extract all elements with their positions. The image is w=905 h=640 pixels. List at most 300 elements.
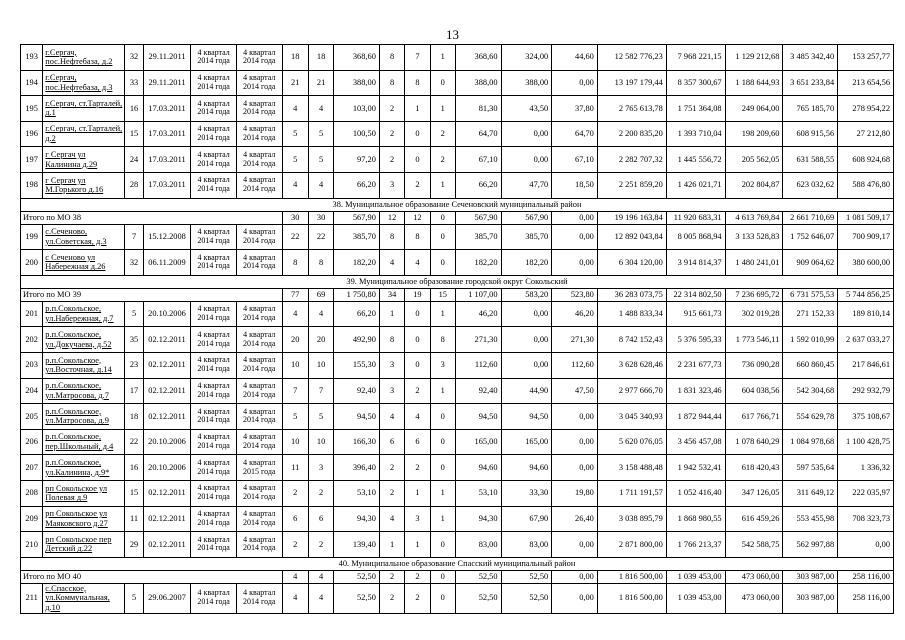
date-cell: 02.12.2011 xyxy=(143,532,191,558)
table-row xyxy=(21,172,894,198)
value-cell: 53,10 xyxy=(334,480,380,506)
total-value: 1 039 453,00 xyxy=(666,570,725,583)
value-cell: 660 860,45 xyxy=(783,352,838,378)
value-cell: 0,00 xyxy=(501,301,552,327)
value-cell: 222 035,97 xyxy=(838,480,894,506)
value-cell: 542 588,75 xyxy=(725,532,783,558)
value-cell: 375 108,67 xyxy=(838,404,894,430)
value-cell: 22 xyxy=(282,224,308,250)
value-cell: 10 xyxy=(282,352,308,378)
address-cell: р.п.Сокольское, ул.Матросова, д.7 xyxy=(43,378,125,404)
value-cell: 52,50 xyxy=(334,583,380,613)
value-cell: 0,00 xyxy=(838,532,894,558)
value-cell: 1 078 640,29 xyxy=(725,429,783,455)
address-cell: р.п.Сокольское, ул.Восточная, д.14 xyxy=(43,352,125,378)
value-cell: 2 xyxy=(405,455,430,481)
value-cell: 765 185,70 xyxy=(783,96,838,122)
value-cell: 631 588,55 xyxy=(783,147,838,173)
value-cell: 5 xyxy=(282,121,308,147)
table-row xyxy=(21,480,894,506)
value-cell: 7 xyxy=(405,45,430,71)
total-value: 473 060,00 xyxy=(725,570,783,583)
value-cell: 165,00 xyxy=(455,429,501,455)
value-cell: 83,00 xyxy=(455,532,501,558)
address-cell: р.п.Сокольское, ул.Набережная, д.7 xyxy=(43,301,125,327)
quarter-cell: 4 квартал 2014 года xyxy=(236,532,282,558)
total-label: Итого по МО 40 xyxy=(21,570,283,583)
address-cell: г.Сергач, пос.Нефтебаза, д.2 xyxy=(43,45,125,71)
value-cell: 5 xyxy=(308,404,333,430)
value-cell: 44,60 xyxy=(552,45,598,71)
quarter-cell: 4 квартал 2014 года xyxy=(191,96,237,122)
section-title: 40. Муниципальное образование Спасский муниципальный район xyxy=(21,557,894,570)
value-cell: 21 xyxy=(308,70,333,96)
number-cell: 32 xyxy=(125,250,143,276)
value-cell: 271,30 xyxy=(552,327,598,353)
value-cell: 112,60 xyxy=(552,352,598,378)
value-cell: 292 932,79 xyxy=(838,378,894,404)
total-value: 567,90 xyxy=(334,211,380,224)
value-cell: 1 xyxy=(405,480,430,506)
value-cell: 1 xyxy=(430,378,455,404)
quarter-cell: 4 квартал 2014 года xyxy=(236,147,282,173)
value-cell: 4 xyxy=(308,583,333,613)
quarter-cell: 4 квартал 2014 года xyxy=(236,327,282,353)
value-cell: 2 871 800,00 xyxy=(597,532,666,558)
value-cell: 3 651 233,84 xyxy=(783,70,838,96)
value-cell: 66,20 xyxy=(334,172,380,198)
value-cell: 53,10 xyxy=(455,480,501,506)
value-cell: 0,00 xyxy=(552,532,598,558)
row-number: 199 xyxy=(21,224,43,250)
value-cell: 3 xyxy=(308,455,333,481)
value-cell: 385,70 xyxy=(455,224,501,250)
row-number: 211 xyxy=(21,583,43,613)
address-cell: р.п.Сокольское, ул.Матросова, д.9 xyxy=(43,404,125,430)
value-cell: 8 xyxy=(379,45,404,71)
value-cell: 473 060,00 xyxy=(725,583,783,613)
date-cell: 17.03.2011 xyxy=(143,121,191,147)
section-header-row xyxy=(21,198,894,211)
value-cell: 52,50 xyxy=(455,583,501,613)
value-cell: 608 924,68 xyxy=(838,147,894,173)
value-cell: 0,00 xyxy=(552,455,598,481)
value-cell: 3 xyxy=(405,506,430,532)
quarter-cell: 4 квартал 2014 года xyxy=(236,301,282,327)
total-value: 19 xyxy=(405,288,430,301)
quarter-cell: 4 квартал 2014 года xyxy=(236,224,282,250)
value-cell: 1 084 978,68 xyxy=(783,429,838,455)
value-cell: 8 357 300,67 xyxy=(666,70,725,96)
value-cell: 8 xyxy=(379,327,404,353)
address-cell: г Сергач ул М.Горького д.16 xyxy=(43,172,125,198)
value-cell: 165,00 xyxy=(501,429,552,455)
value-cell: 271,30 xyxy=(455,327,501,353)
value-cell: 4 xyxy=(379,506,404,532)
total-value: 2 661 710,69 xyxy=(783,211,838,224)
row-number: 197 xyxy=(21,147,43,173)
section-title: 39. Муниципальное образование городской округ Сокольский xyxy=(21,275,894,288)
value-cell: 64,70 xyxy=(455,121,501,147)
value-cell: 66,20 xyxy=(455,172,501,198)
value-cell: 1 816 500,00 xyxy=(597,583,666,613)
row-number: 208 xyxy=(21,480,43,506)
value-cell: 2 xyxy=(430,147,455,173)
value-cell: 0,00 xyxy=(552,429,598,455)
section-header-row xyxy=(21,275,894,288)
value-cell: 1 xyxy=(405,532,430,558)
date-cell: 29.06.2007 xyxy=(143,583,191,613)
row-number: 202 xyxy=(21,327,43,353)
value-cell: 94,30 xyxy=(334,506,380,532)
number-cell: 5 xyxy=(125,301,143,327)
value-cell: 52,50 xyxy=(501,583,552,613)
value-cell: 0 xyxy=(405,147,430,173)
value-cell: 3 133 528,83 xyxy=(725,224,783,250)
value-cell: 21 xyxy=(282,70,308,96)
address-cell: г.Сергач, ст.Тарталей, д.1 xyxy=(43,96,125,122)
value-cell: 708 323,73 xyxy=(838,506,894,532)
total-value: 0 xyxy=(430,570,455,583)
total-value: 34 xyxy=(379,288,404,301)
value-cell: 7 968 221,15 xyxy=(666,45,725,71)
value-cell: 2 251 859,20 xyxy=(597,172,666,198)
value-cell: 0 xyxy=(430,404,455,430)
value-cell: 3 485 342,40 xyxy=(783,45,838,71)
total-label: Итого по МО 39 xyxy=(21,288,283,301)
value-cell: 1 xyxy=(405,96,430,122)
value-cell: 47,50 xyxy=(552,378,598,404)
address-cell: с.Спасское, ул.Коммунальная, д.10 xyxy=(43,583,125,613)
table-row xyxy=(21,70,894,96)
total-value: 583,20 xyxy=(501,288,552,301)
total-value: 1 816 500,00 xyxy=(597,570,666,583)
value-cell: 5 xyxy=(282,404,308,430)
value-cell: 2 xyxy=(379,480,404,506)
value-cell: 182,20 xyxy=(334,250,380,276)
table-row xyxy=(21,352,894,378)
quarter-cell: 4 квартал 2014 года xyxy=(191,480,237,506)
value-cell: 1 592 010,99 xyxy=(783,327,838,353)
value-cell: 5 xyxy=(282,147,308,173)
page-number: 13 xyxy=(446,27,459,42)
address-cell: г.Сергач, пос.Нефтебаза, д.3 xyxy=(43,70,125,96)
total-value: 0,00 xyxy=(552,570,598,583)
number-cell: 22 xyxy=(125,429,143,455)
quarter-cell: 4 квартал 2014 года xyxy=(191,404,237,430)
quarter-cell: 4 квартал 2014 года xyxy=(236,429,282,455)
value-cell: 94,50 xyxy=(334,404,380,430)
value-cell: 2 765 613,78 xyxy=(597,96,666,122)
row-number: 194 xyxy=(21,70,43,96)
total-value: 11 920 683,31 xyxy=(666,211,725,224)
value-cell: 542 304,68 xyxy=(783,378,838,404)
total-value: 12 xyxy=(379,211,404,224)
value-cell: 1 129 212,68 xyxy=(725,45,783,71)
quarter-cell: 4 квартал 2014 года xyxy=(236,506,282,532)
value-cell: 2 977 666,70 xyxy=(597,378,666,404)
value-cell: 1 773 546,11 xyxy=(725,327,783,353)
value-cell: 0,00 xyxy=(501,121,552,147)
total-value: 77 xyxy=(282,288,308,301)
table-row xyxy=(21,45,894,71)
value-cell: 4 xyxy=(379,404,404,430)
value-cell: 388,00 xyxy=(334,70,380,96)
quarter-cell: 4 квартал 2014 года xyxy=(236,378,282,404)
value-cell: 8 742 152,43 xyxy=(597,327,666,353)
value-cell: 3 xyxy=(379,378,404,404)
quarter-cell: 4 квартал 2014 года xyxy=(191,532,237,558)
value-cell: 0 xyxy=(430,429,455,455)
value-cell: 3 xyxy=(379,172,404,198)
total-value: 2 xyxy=(379,570,404,583)
value-cell: 396,40 xyxy=(334,455,380,481)
value-cell: 1 488 833,34 xyxy=(597,301,666,327)
value-cell: 1 711 191,57 xyxy=(597,480,666,506)
value-cell: 278 954,22 xyxy=(838,96,894,122)
table-row xyxy=(21,250,894,276)
value-cell: 67,10 xyxy=(552,147,598,173)
value-cell: 0,00 xyxy=(501,147,552,173)
total-value: 52,50 xyxy=(334,570,380,583)
value-cell: 2 200 835,20 xyxy=(597,121,666,147)
value-cell: 10 xyxy=(308,429,333,455)
number-cell: 16 xyxy=(125,455,143,481)
quarter-cell: 4 квартал 2014 года xyxy=(236,250,282,276)
value-cell: 5 620 076,05 xyxy=(597,429,666,455)
value-cell: 94,60 xyxy=(501,455,552,481)
address-cell: г.Сергач, ст.Тарталей, д.2 xyxy=(43,121,125,147)
value-cell: 3 xyxy=(379,352,404,378)
value-cell: 0,00 xyxy=(501,327,552,353)
value-cell: 139,40 xyxy=(334,532,380,558)
value-cell: 8 xyxy=(379,70,404,96)
value-cell: 8 xyxy=(282,250,308,276)
value-cell: 1 xyxy=(430,480,455,506)
total-row xyxy=(21,570,894,583)
quarter-cell: 4 квартал 2014 года xyxy=(191,327,237,353)
value-cell: 347 126,05 xyxy=(725,480,783,506)
value-cell: 112,60 xyxy=(455,352,501,378)
value-cell: 1 831 323,46 xyxy=(666,378,725,404)
value-cell: 3 045 340,93 xyxy=(597,404,666,430)
value-cell: 22 xyxy=(308,224,333,250)
value-cell: 92,40 xyxy=(455,378,501,404)
value-cell: 1 868 980,55 xyxy=(666,506,725,532)
value-cell: 4 xyxy=(405,404,430,430)
total-value: 567,90 xyxy=(501,211,552,224)
date-cell: 17.03.2011 xyxy=(143,96,191,122)
quarter-cell: 4 квартал 2014 года xyxy=(191,147,237,173)
value-cell: 1 xyxy=(430,172,455,198)
value-cell: 302 019,28 xyxy=(725,301,783,327)
value-cell: 46,20 xyxy=(455,301,501,327)
value-cell: 0 xyxy=(430,224,455,250)
value-cell: 1 393 710,04 xyxy=(666,121,725,147)
value-cell: 4 xyxy=(308,301,333,327)
value-cell: 554 629,78 xyxy=(783,404,838,430)
number-cell: 35 xyxy=(125,327,143,353)
value-cell: 8 xyxy=(430,327,455,353)
value-cell: 492,90 xyxy=(334,327,380,353)
number-cell: 5 xyxy=(125,583,143,613)
value-cell: 18 xyxy=(282,45,308,71)
date-cell: 02.12.2011 xyxy=(143,352,191,378)
value-cell: 617 766,71 xyxy=(725,404,783,430)
row-number: 196 xyxy=(21,121,43,147)
value-cell: 0,00 xyxy=(552,224,598,250)
value-cell: 0,00 xyxy=(552,583,598,613)
total-value: 258 116,00 xyxy=(838,570,894,583)
quarter-cell: 4 квартал 2014 года xyxy=(236,70,282,96)
total-value: 4 xyxy=(308,570,333,583)
value-cell: 368,60 xyxy=(455,45,501,71)
date-cell: 15.12.2008 xyxy=(143,224,191,250)
quarter-cell: 4 квартал 2014 года xyxy=(191,70,237,96)
value-cell: 1 052 416,40 xyxy=(666,480,725,506)
value-cell: 0,00 xyxy=(552,70,598,96)
quarter-cell: 4 квартал 2014 года xyxy=(236,172,282,198)
total-label: Итого по МО 38 xyxy=(21,211,283,224)
value-cell: 6 304 120,00 xyxy=(597,250,666,276)
value-cell: 94,50 xyxy=(455,404,501,430)
value-cell: 324,00 xyxy=(501,45,552,71)
value-cell: 67,10 xyxy=(455,147,501,173)
date-cell: 02.12.2011 xyxy=(143,506,191,532)
value-cell: 4 xyxy=(282,583,308,613)
value-cell: 388,00 xyxy=(455,70,501,96)
value-cell: 2 231 677,73 xyxy=(666,352,725,378)
total-value: 4 613 769,84 xyxy=(725,211,783,224)
value-cell: 1 xyxy=(430,96,455,122)
total-value: 5 744 856,25 xyxy=(838,288,894,301)
section-title: 38. Муниципальное образование Сеченовский муниципальный район xyxy=(21,198,894,211)
quarter-cell: 4 квартал 2014 года xyxy=(236,121,282,147)
value-cell: 311 649,12 xyxy=(783,480,838,506)
value-cell: 1 480 241,01 xyxy=(725,250,783,276)
value-cell: 103,00 xyxy=(334,96,380,122)
value-cell: 2 xyxy=(308,480,333,506)
quarter-cell: 4 квартал 2014 года xyxy=(191,172,237,198)
value-cell: 2 xyxy=(379,455,404,481)
number-cell: 7 xyxy=(125,224,143,250)
value-cell: 2 637 033,27 xyxy=(838,327,894,353)
value-cell: 736 090,28 xyxy=(725,352,783,378)
value-cell: 213 654,56 xyxy=(838,70,894,96)
value-cell: 1 xyxy=(379,301,404,327)
table-row xyxy=(21,378,894,404)
quarter-cell: 4 квартал 2014 года xyxy=(236,404,282,430)
date-cell: 17.03.2011 xyxy=(143,172,191,198)
value-cell: 13 197 179,44 xyxy=(597,70,666,96)
value-cell: 3 158 488,48 xyxy=(597,455,666,481)
value-cell: 1 766 213,37 xyxy=(666,532,725,558)
value-cell: 94,50 xyxy=(501,404,552,430)
address-cell: с Сеченово ул Набережная д.26 xyxy=(43,250,125,276)
value-cell: 2 xyxy=(308,532,333,558)
value-cell: 385,70 xyxy=(501,224,552,250)
table-row xyxy=(21,532,894,558)
row-number: 203 xyxy=(21,352,43,378)
value-cell: 3 456 457,08 xyxy=(666,429,725,455)
table-row xyxy=(21,96,894,122)
row-number: 207 xyxy=(21,455,43,481)
value-cell: 249 064,00 xyxy=(725,96,783,122)
value-cell: 1 751 364,08 xyxy=(666,96,725,122)
value-cell: 271 152,33 xyxy=(783,301,838,327)
quarter-cell: 4 квартал 2014 года xyxy=(191,455,237,481)
value-cell: 27 212,80 xyxy=(838,121,894,147)
date-cell: 20.10.2006 xyxy=(143,429,191,455)
number-cell: 32 xyxy=(125,45,143,71)
value-cell: 553 455,98 xyxy=(783,506,838,532)
number-cell: 15 xyxy=(125,480,143,506)
value-cell: 1 872 944,44 xyxy=(666,404,725,430)
total-value: 52,50 xyxy=(455,570,501,583)
value-cell: 10 xyxy=(308,352,333,378)
value-cell: 2 xyxy=(430,121,455,147)
row-number: 205 xyxy=(21,404,43,430)
value-cell: 258 116,00 xyxy=(838,583,894,613)
value-cell: 166,30 xyxy=(334,429,380,455)
value-cell: 153 257,77 xyxy=(838,45,894,71)
value-cell: 5 376 595,33 xyxy=(666,327,725,353)
date-cell: 29.11.2011 xyxy=(143,45,191,71)
value-cell: 1 100 428,75 xyxy=(838,429,894,455)
value-cell: 0 xyxy=(405,121,430,147)
quarter-cell: 4 квартал 2014 года xyxy=(236,352,282,378)
value-cell: 11 xyxy=(282,455,308,481)
quarter-cell: 4 квартал 2014 года xyxy=(236,480,282,506)
value-cell: 0 xyxy=(430,70,455,96)
total-row xyxy=(21,288,894,301)
date-cell: 06.11.2009 xyxy=(143,250,191,276)
value-cell: 6 xyxy=(405,429,430,455)
row-number: 210 xyxy=(21,532,43,558)
value-cell: 2 282 707,32 xyxy=(597,147,666,173)
value-cell: 0,00 xyxy=(501,352,552,378)
quarter-cell: 4 квартал 2014 года xyxy=(191,378,237,404)
date-cell: 02.12.2011 xyxy=(143,378,191,404)
row-number: 193 xyxy=(21,45,43,71)
value-cell: 20 xyxy=(282,327,308,353)
value-cell: 66,20 xyxy=(334,301,380,327)
value-cell: 3 628 628,46 xyxy=(597,352,666,378)
row-number: 206 xyxy=(21,429,43,455)
total-value: 1 750,80 xyxy=(334,288,380,301)
value-cell: 616 459,26 xyxy=(725,506,783,532)
value-cell: 3 xyxy=(430,352,455,378)
quarter-cell: 4 квартал 2014 года xyxy=(191,250,237,276)
value-cell: 8 xyxy=(379,224,404,250)
value-cell: 12 892 043,84 xyxy=(597,224,666,250)
value-cell: 8 xyxy=(405,70,430,96)
value-cell: 4 xyxy=(308,172,333,198)
number-cell: 24 xyxy=(125,147,143,173)
quarter-cell: 4 квартал 2014 года xyxy=(191,352,237,378)
total-value: 303 987,00 xyxy=(783,570,838,583)
total-value: 52,50 xyxy=(501,570,552,583)
value-cell: 1 xyxy=(430,301,455,327)
number-cell: 15 xyxy=(125,121,143,147)
value-cell: 92,40 xyxy=(334,378,380,404)
value-cell: 4 xyxy=(282,172,308,198)
housing-table xyxy=(20,44,894,614)
total-value: 22 314 802,50 xyxy=(666,288,725,301)
row-number: 195 xyxy=(21,96,43,122)
table-row xyxy=(21,583,894,613)
value-cell: 43,50 xyxy=(501,96,552,122)
